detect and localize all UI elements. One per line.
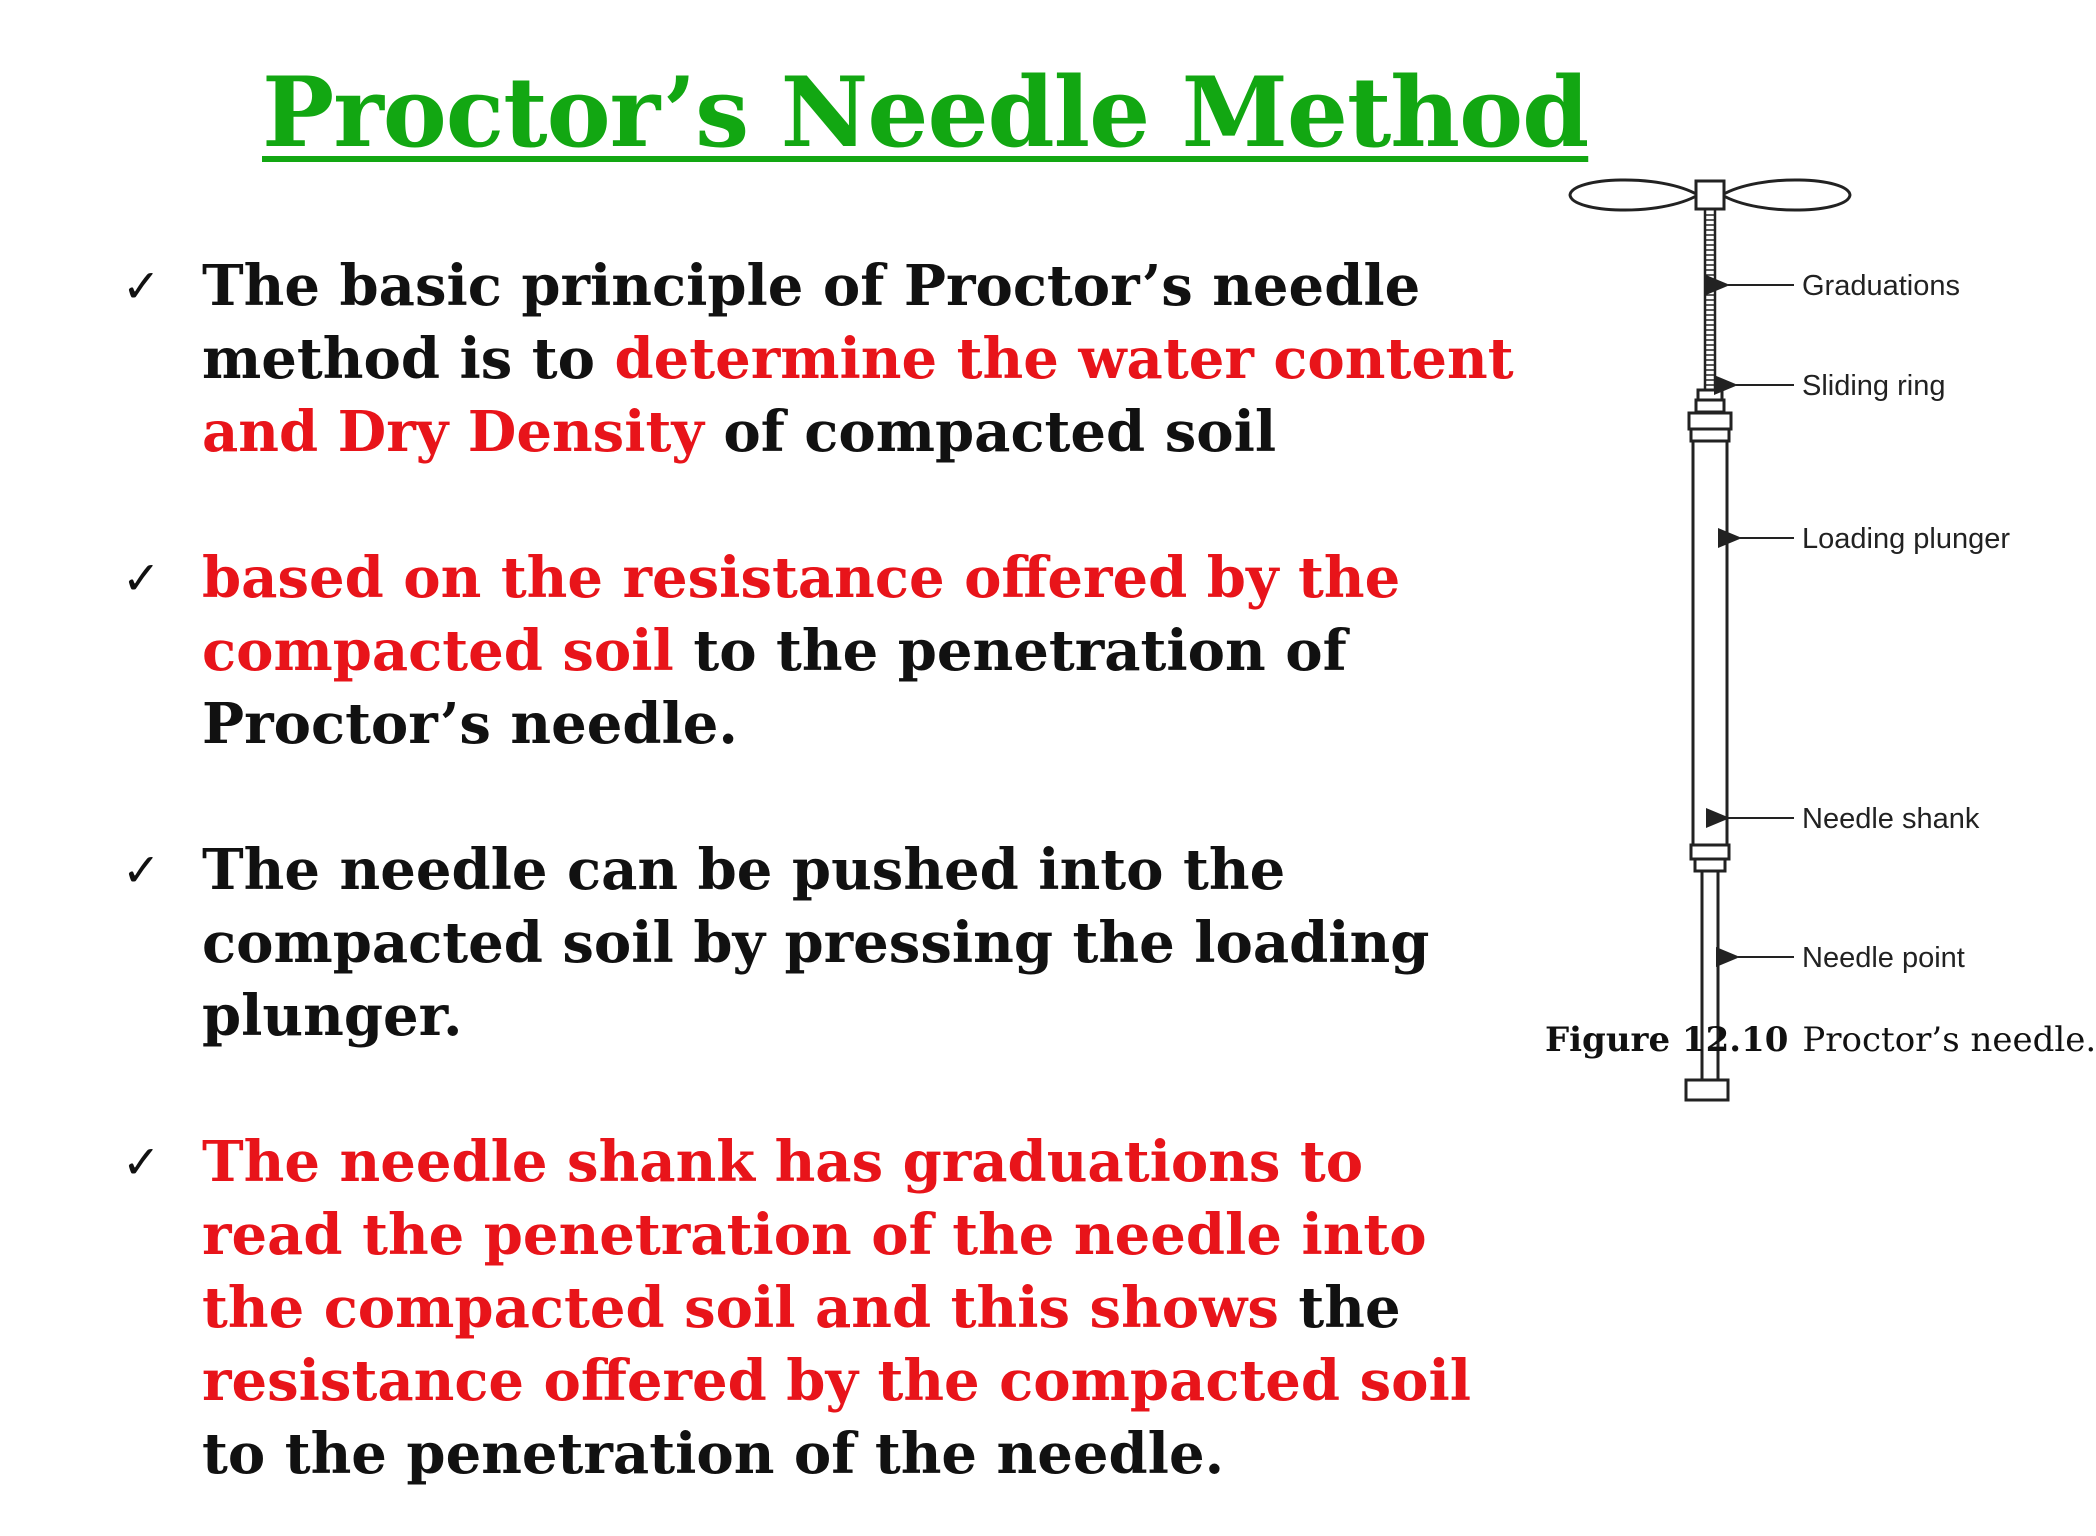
text-segment: to the penetration of Proctor’s needle. <box>202 618 1347 757</box>
text-segment: to the penetration of the needle. <box>202 1421 1225 1487</box>
loading-plunger-icon <box>1689 413 1731 871</box>
needle-point-icon <box>1686 1080 1728 1100</box>
highlight-segment: resistance offered by the compacted soil <box>202 1348 1471 1414</box>
bullet-list <box>122 250 1522 1491</box>
graduation-ticks <box>1705 215 1715 385</box>
bullet-item <box>122 1126 1522 1491</box>
text-segment: The needle can be pushed into the compacted soil by pressing the loading plunger. <box>202 837 1430 1049</box>
figure-caption-text: Proctor’s needle. <box>1802 1020 2096 1060</box>
handle-icon <box>1570 180 1850 210</box>
label-sliding-ring: Sliding ring <box>1802 370 1946 402</box>
sliding-ring-icon <box>1696 390 1724 412</box>
check-icon: ✓ <box>122 843 161 897</box>
check-icon: ✓ <box>122 551 161 605</box>
page-title: Proctor’s Needle Method <box>262 56 1589 169</box>
highlight-segment: The needle shank has graduations to read the penetration of the needle into the compacted soil and this shows <box>202 1129 1427 1341</box>
highlight-segment: based on the resistance offered by the compacted soil <box>202 545 1401 684</box>
label-needle-shank: Needle shank <box>1802 803 1980 835</box>
highlight-segment: determine the water content and Dry Density <box>202 326 1514 465</box>
label-loading-plunger: Loading plunger <box>1802 523 2011 555</box>
bullet-item <box>122 542 1522 761</box>
bullet-item <box>122 834 1522 1053</box>
figure-number: Figure 12.10 <box>1545 1020 1789 1060</box>
check-icon: ✓ <box>122 1135 161 1189</box>
check-icon: ✓ <box>122 259 161 313</box>
proctor-needle-figure <box>1530 165 2050 1065</box>
label-graduations: Graduations <box>1802 270 1960 302</box>
bullet-item <box>122 250 1522 469</box>
needle-shank-icon <box>1702 871 1718 947</box>
text-segment: the <box>1278 1275 1401 1341</box>
label-needle-point: Needle point <box>1802 942 1965 974</box>
figure-caption <box>1545 1020 2096 1060</box>
text-segment: of compacted soil <box>703 399 1277 465</box>
text-segment: The basic principle of Proctor’s needle method is to <box>202 253 1421 392</box>
